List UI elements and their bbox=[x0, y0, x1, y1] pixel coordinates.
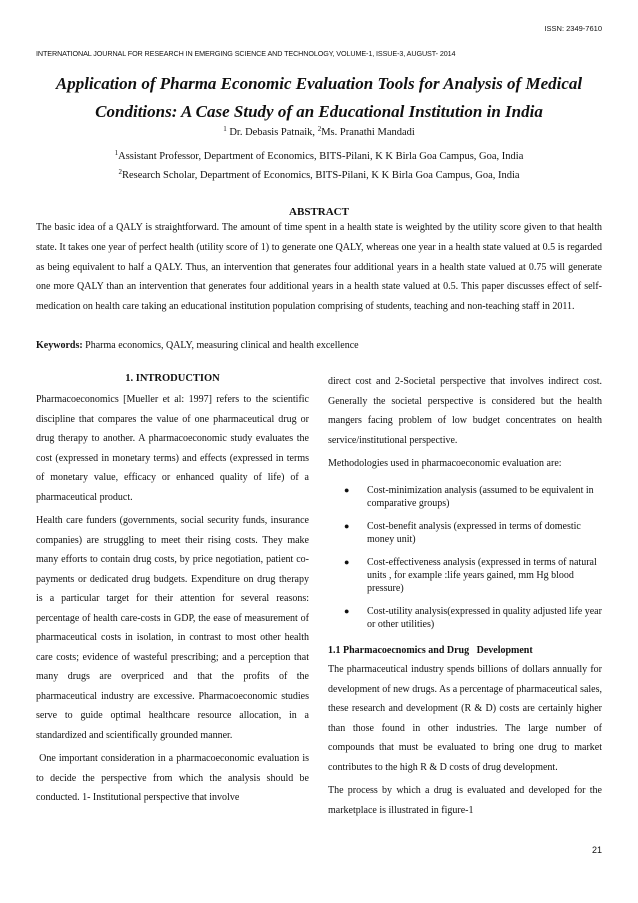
intro-paragraph-2: Health care funders (governments, social security funds, insurance companies) are struggling to meet their rising costs. They make many efforts to contain drug costs, by price negotiation, patient co-payments or dedicated drug budgets. Expenditure on drug therapy is a particular target for their attention for several reasons: percentage of health care-costs in GDP, the ease of measurement of pharmaceutical costs in isolation, in contrast to most other health care costs; evidence of wasteful prescribing; and a perception that many drugs are overpriced and that the profits of the pharmaceutical industry are excessive. Pharmacoeconomic studies serve to guide optimal healthcare resource allocation, in a standardized and scientifically grounded manner. bbox=[36, 515, 309, 741]
affiliation-1 bbox=[36, 151, 602, 162]
subsection-heading: 1.1 Pharmacoecnomics and Drug Development bbox=[328, 644, 533, 656]
list-item-text: Cost-minimization analysis (assumed to be equivalent in comparative groups) bbox=[367, 484, 594, 509]
affiliation-1-text: Assistant Professor, Department of Economics, BITS-Pilani, K K Birla Goa Campus, Goa, India bbox=[118, 151, 524, 162]
affiliation-2-text: Research Scholar, Department of Economics, BITS-Pilani, K K Birla Goa Campus, Goa, India bbox=[121, 170, 520, 181]
list-item bbox=[328, 556, 602, 595]
bullet-icon: ● bbox=[344, 520, 350, 531]
left-column bbox=[36, 372, 312, 812]
paper-title: Application of Pharma Economic Evaluation Tools for Analysis of Medical Conditions: A Case Study of an Educational Institution in India bbox=[55, 74, 583, 121]
author-2-name: Ms. Pranathi Mandadi bbox=[321, 127, 415, 138]
author-1-name: Dr. Debasis Patnaik, bbox=[226, 127, 318, 138]
affiliation-1-superscript: 1 bbox=[114, 149, 119, 157]
intro-paragraph-1: Pharmacoeconomics [Mueller et al: 1997] refers to the scientific discipline that compares the value of one pharmaceutical drug or drug therapy to another. A pharmacoeconomic study evaluates the cost (expressed in monetary terms) and effects (expressed in terms of monetary value, efficacy or enhanced quality of life) of a pharmaceutical product. bbox=[36, 394, 309, 503]
abstract-text: The basic idea of a QALY is straightforward. The amount of time spent in a health state is weighted by the utility score given to that health state. It takes one year of perfect health (utility score of 1) to generate one QALY, whereas one year in a health state valued at 0.5 is regarded as being equivalent to half a QALY. Thus, an intervention that generates four additional years in a health state valued at 0.75 will generate one more QALY than an intervention that generates four additional years in a health state valued at 0.5. This paper discusses effect of self-medication on health care taking an educational institution population comprising of students, teaching and non-teaching staff in 2011. bbox=[36, 222, 602, 313]
journal-header: INTERNATIONAL JOURNAL FOR RESEARCH IN EMERGING SCIENCE AND TECHNOLOGY, VOLUME-1, ISSUE-3, AUGUST- 2014 bbox=[36, 49, 456, 58]
list-item bbox=[328, 484, 602, 510]
affiliation-2-superscript: 2 bbox=[118, 168, 122, 176]
keywords-text: Pharma economics, QALY, measuring clinical and health excellence bbox=[82, 340, 359, 351]
list-item-text: Cost-effectiveness analysis (expressed in terms of natural units , for example :life years gained, mm Hg blood pressure) bbox=[367, 556, 597, 594]
development-paragraph-2: The process by which a drug is evaluated and developed for the marketplace is illustrated in figure-1 bbox=[328, 785, 602, 816]
author-2-superscript: 2 bbox=[317, 125, 322, 133]
bullet-icon: ● bbox=[344, 556, 350, 567]
list-item bbox=[328, 605, 602, 631]
list-item-text: Cost-benefit analysis (expressed in terms of domestic money unit) bbox=[367, 520, 581, 545]
issn-label: ISSN: 2349-7610 bbox=[544, 24, 602, 33]
page-number: 21 bbox=[591, 845, 602, 855]
keywords-label: Keywords: bbox=[36, 340, 83, 351]
bullet-icon: ● bbox=[344, 484, 350, 495]
perspective-paragraph: direct cost and 2-Societal perspective that involves indirect cost. Generally the societal perspective is considered but the health mangers facing problem of low budget concentrates on health service/institutional perspective. bbox=[328, 376, 602, 446]
intro-paragraph-3: One important consideration in a pharmacoeconomic evaluation is to decide the perspective from which the analysis should be conducted. 1- Institutional perspective that involve bbox=[36, 753, 312, 803]
affiliation-2 bbox=[36, 170, 602, 181]
keywords-line bbox=[36, 336, 602, 355]
abstract-heading: ABSTRACT bbox=[289, 206, 349, 218]
introduction-heading: 1. INTRODUCTION bbox=[125, 373, 220, 384]
author-line bbox=[36, 127, 602, 138]
methodology-list bbox=[328, 484, 602, 631]
methodologies-intro: Methodologies used in pharmacoeconomic evaluation are: bbox=[328, 458, 562, 469]
right-column bbox=[328, 372, 602, 824]
bullet-icon: ● bbox=[344, 605, 350, 616]
author-1-superscript: 1 bbox=[223, 125, 227, 133]
list-item bbox=[328, 520, 602, 546]
development-paragraph-1: The pharmaceutical industry spends billions of dollars annually for development of new drugs. As a percentage of pharmaceutical sales, these research and development (R & D) costs are certainly higher than those found in other industries. The large number of compounds that must be evaluated to bring one drug to market contributes to the high R & D costs of drug development. bbox=[328, 664, 602, 773]
list-item-text: Cost-utility analysis(expressed in quality adjusted life year or other utilities) bbox=[367, 605, 602, 630]
